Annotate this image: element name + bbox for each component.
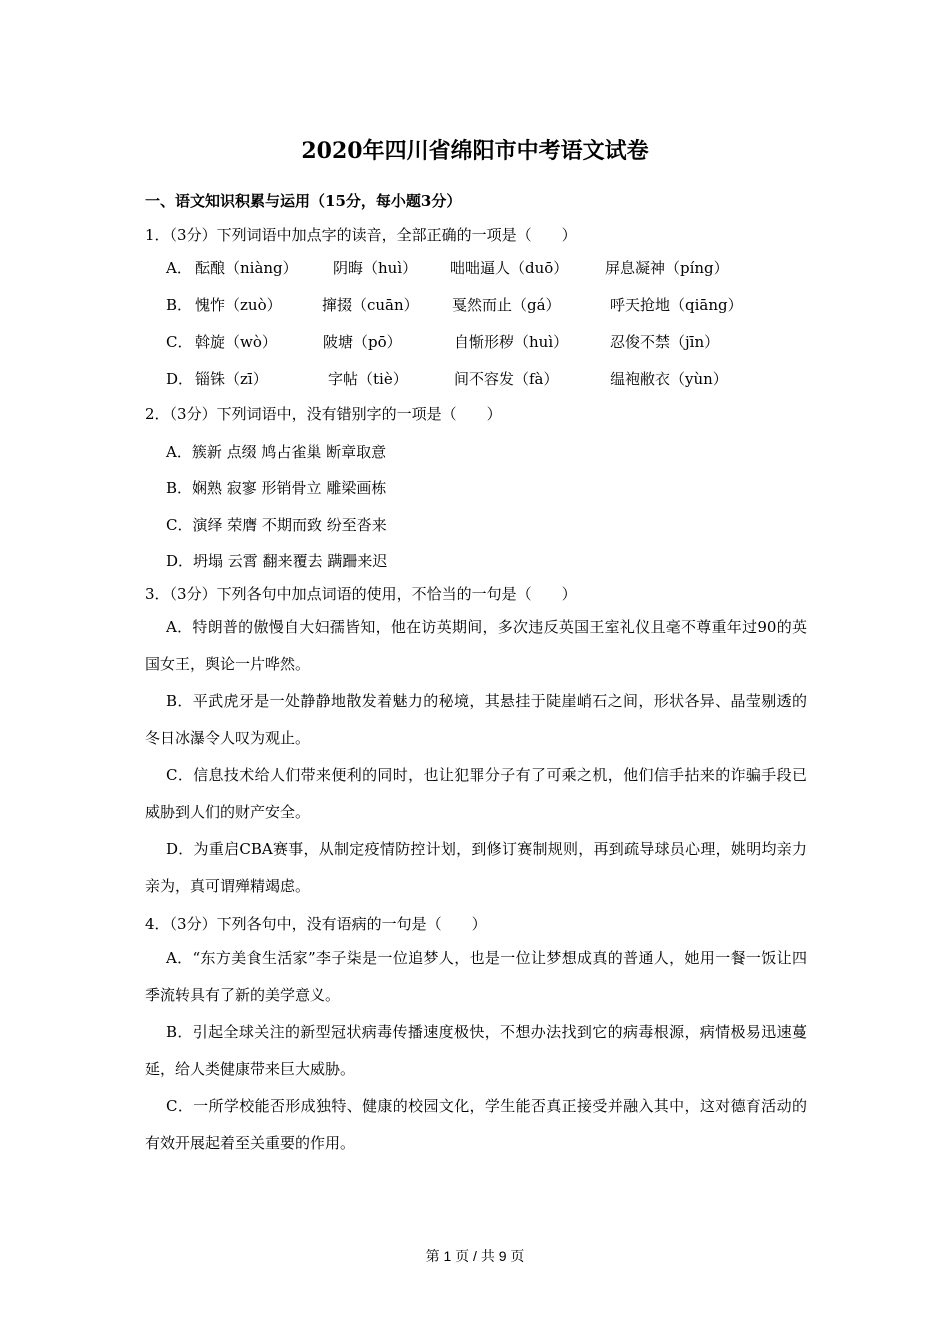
question-1-option-d xyxy=(166,368,786,390)
option-item: 陂塘（pō） xyxy=(323,333,402,351)
option-item: 斡旋（wò） xyxy=(195,333,277,351)
question-2-option-c: C．演绎 荣膺 不期而致 纷至沓来 xyxy=(166,516,387,534)
option-item: 字帖（tiè） xyxy=(328,370,408,388)
option-item: 阴晦（huì） xyxy=(333,259,418,277)
option-label: A． xyxy=(166,259,192,277)
option-item: 愧怍（zuò） xyxy=(195,296,282,314)
question-4-option-a: A．“东方美食生活家”李子柒是一位追梦人，也是一位让梦想成真的普通人，她用一餐一饭让四季流转具有了新的美学意义。 xyxy=(145,949,807,1004)
question-1-option-a xyxy=(166,257,786,279)
option-item: 锱铢（zī） xyxy=(195,370,268,388)
option-item: 呼天抢地（qiāng） xyxy=(610,296,743,314)
option-item: 戛然而止（gá） xyxy=(452,296,561,314)
page-footer: 第 1 页 / 共 9 页 xyxy=(425,1248,525,1264)
question-2-option-b: B．娴熟 寂寥 形销骨立 雕梁画栋 xyxy=(166,479,387,497)
option-item: 咄咄逼人（duō） xyxy=(450,259,569,277)
option-item: 间不容发（fà） xyxy=(454,370,559,388)
question-1-option-b xyxy=(166,294,786,316)
question-2-stem: 2．（3分）下列词语中，没有错别字的一项是（ ） xyxy=(145,405,502,423)
option-item: 屏息凝神（píng） xyxy=(605,259,729,277)
question-3-option-a: A．特朗普的傲慢自大妇孺皆知，他在访英期间，多次违反英国王室礼仪且毫不尊重年过90的英国女王，舆论一片哗然。 xyxy=(145,618,807,673)
option-item: 自惭形秽（huì） xyxy=(454,333,569,351)
option-label: C． xyxy=(166,333,193,351)
question-1-stem: 1．（3分）下列词语中加点字的读音，全部正确的一项是（ ） xyxy=(145,226,577,244)
question-3-option-b: B．平武虎牙是一处静静地散发着魅力的秘境，其悬挂于陡崖峭石之间，形状各异、晶莹剔透的冬日冰瀑令人叹为观止。 xyxy=(145,692,807,747)
question-4-option-b: B．引起全球关注的新型冠状病毒传播速度极快，不想办法找到它的病毒根源，病情极易迅速蔓延，给人类健康带来巨大威胁。 xyxy=(145,1023,807,1078)
page-title: 2020年四川省绵阳市中考语文试卷 xyxy=(301,138,649,164)
option-label: B． xyxy=(166,296,193,314)
question-4-option-c: C．一所学校能否形成独特、健康的校园文化，学生能否真正接受并融入其中，这对德育活动的有效开展起着至关重要的作用。 xyxy=(145,1097,807,1152)
question-4-stem: 4．（3分）下列各句中，没有语病的一句是（ ） xyxy=(145,915,487,933)
option-label: D． xyxy=(166,370,194,388)
question-2-option-a: A．簇新 点缀 鸠占雀巢 断章取意 xyxy=(166,443,387,461)
question-1-option-c xyxy=(166,331,786,353)
question-3-option-d: D．为重启CBA赛事，从制定疫情防控计划，到修订赛制规则，再到疏导球员心理，姚明均亲力亲为，真可谓殚精竭虑。 xyxy=(145,840,807,895)
section-heading: 一、语文知识积累与运用（15分，每小题3分） xyxy=(145,192,462,210)
question-3-stem: 3．（3分）下列各句中加点词语的使用，不恰当的一句是（ ） xyxy=(145,585,577,603)
option-item: 撺掇（cuān） xyxy=(322,296,419,314)
option-item: 酝酿（niàng） xyxy=(195,259,298,277)
option-item: 忍俊不禁（jīn） xyxy=(610,333,720,351)
question-2-option-d: D．坍塌 云霄 翻来覆去 蹒跚来迟 xyxy=(166,552,388,570)
question-3-option-c: C．信息技术给人们带来便利的同时，也让犯罪分子有了可乘之机，他们信手拈来的诈骗手段已威胁到人们的财产安全。 xyxy=(145,766,807,821)
option-item: 缊袍敝衣（yùn） xyxy=(610,370,728,388)
